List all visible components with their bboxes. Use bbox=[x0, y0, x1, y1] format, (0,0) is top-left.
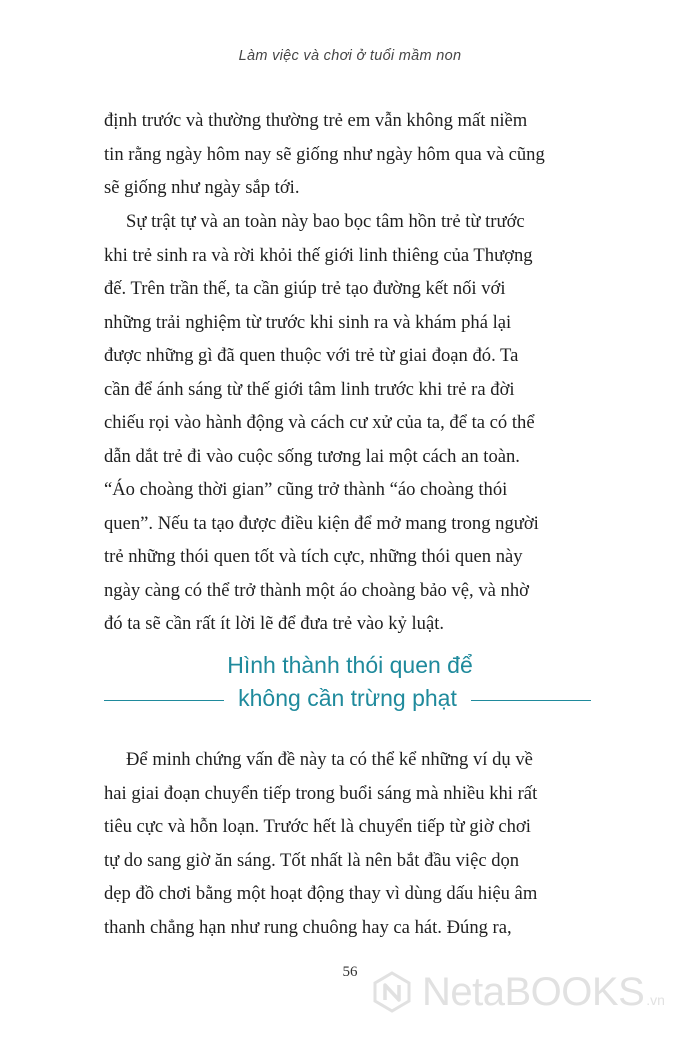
section-heading-row-2 bbox=[104, 683, 591, 713]
paragraph-1 bbox=[104, 104, 591, 205]
text-line: ngày càng có thể trở thành một áo choàng bảo vệ, và nhờ bbox=[104, 579, 529, 601]
heading-rule-right bbox=[471, 700, 591, 701]
text-line: chiếu rọi vào hành động và cách cư xử của ta, để ta có thể bbox=[104, 412, 535, 433]
text-line: khi trẻ sinh ra và rời khỏi thế giới linh thiêng của Thượng bbox=[104, 244, 533, 266]
text-line: những trải nghiệm từ trước khi sinh ra và khám phá lại bbox=[104, 311, 512, 333]
text-line: đế. Trên trần thế, ta cần giúp trẻ tạo đường kết nối với bbox=[104, 278, 506, 299]
text-line: sẽ giống như ngày sắp tới. bbox=[104, 177, 300, 198]
text-line: thanh chẳng hạn như rung chuông hay ca hát. Đúng ra, bbox=[104, 916, 512, 938]
text-line: dẫn dắt trẻ đi vào cuộc sống tương lai một cách an toàn. bbox=[104, 445, 520, 467]
text-line: Để minh chứng vấn đề này ta có thể kể những ví dụ về bbox=[126, 749, 533, 770]
text-line: trẻ những thói quen tốt và tích cực, những thói quen này bbox=[104, 546, 523, 567]
netabooks-logo-icon bbox=[370, 970, 414, 1014]
section-heading-line-1: Hình thành thói quen để bbox=[227, 652, 473, 678]
page-number: 56 bbox=[342, 964, 358, 980]
running-header: Làm việc và chơi ở tuổi mầm non bbox=[238, 48, 462, 64]
text-line: tin rằng ngày hôm nay sẽ giống như ngày hôm qua và cũng bbox=[104, 143, 545, 165]
text-line: “Áo choàng thời gian” cũng trở thành “áo choàng thói bbox=[104, 479, 508, 500]
text-line: dẹp đồ chơi bằng một hoạt động thay vì dùng dấu hiệu âm bbox=[104, 883, 538, 904]
text-line: cần để ánh sáng từ thế giới tâm linh trước khi trẻ ra đời bbox=[104, 378, 515, 400]
watermark-suffix: .vn bbox=[646, 992, 665, 1008]
paragraph-2 bbox=[104, 205, 591, 641]
text-line: được những gì đã quen thuộc với trẻ từ giai đoạn đó. Ta bbox=[104, 345, 519, 366]
section-heading-line-2: không cần trừng phạt bbox=[238, 685, 457, 711]
text-line: đó ta sẽ cần rất ít lời lẽ để đưa trẻ vào kỷ luật. bbox=[104, 613, 445, 634]
text-line: quen”. Nếu ta tạo được điều kiện để mở mang trong người bbox=[104, 512, 539, 534]
watermark-text: NetaBOOKS bbox=[422, 970, 645, 1014]
watermark bbox=[370, 968, 665, 1016]
text-line: Sự trật tự và an toàn này bao bọc tâm hồn trẻ từ trước bbox=[126, 211, 525, 232]
text-line: định trước và thường thường trẻ em vẫn không mất niềm bbox=[104, 110, 528, 131]
paragraph-3 bbox=[104, 743, 591, 944]
text-line: hai giai đoạn chuyển tiếp trong buổi sáng mà nhiều khi rất bbox=[104, 782, 538, 804]
text-line: tiêu cực và hỗn loạn. Trước hết là chuyển tiếp từ giờ chơi bbox=[104, 816, 531, 837]
text-line: tự do sang giờ ăn sáng. Tốt nhất là nên bắt đầu việc dọn bbox=[104, 849, 520, 871]
